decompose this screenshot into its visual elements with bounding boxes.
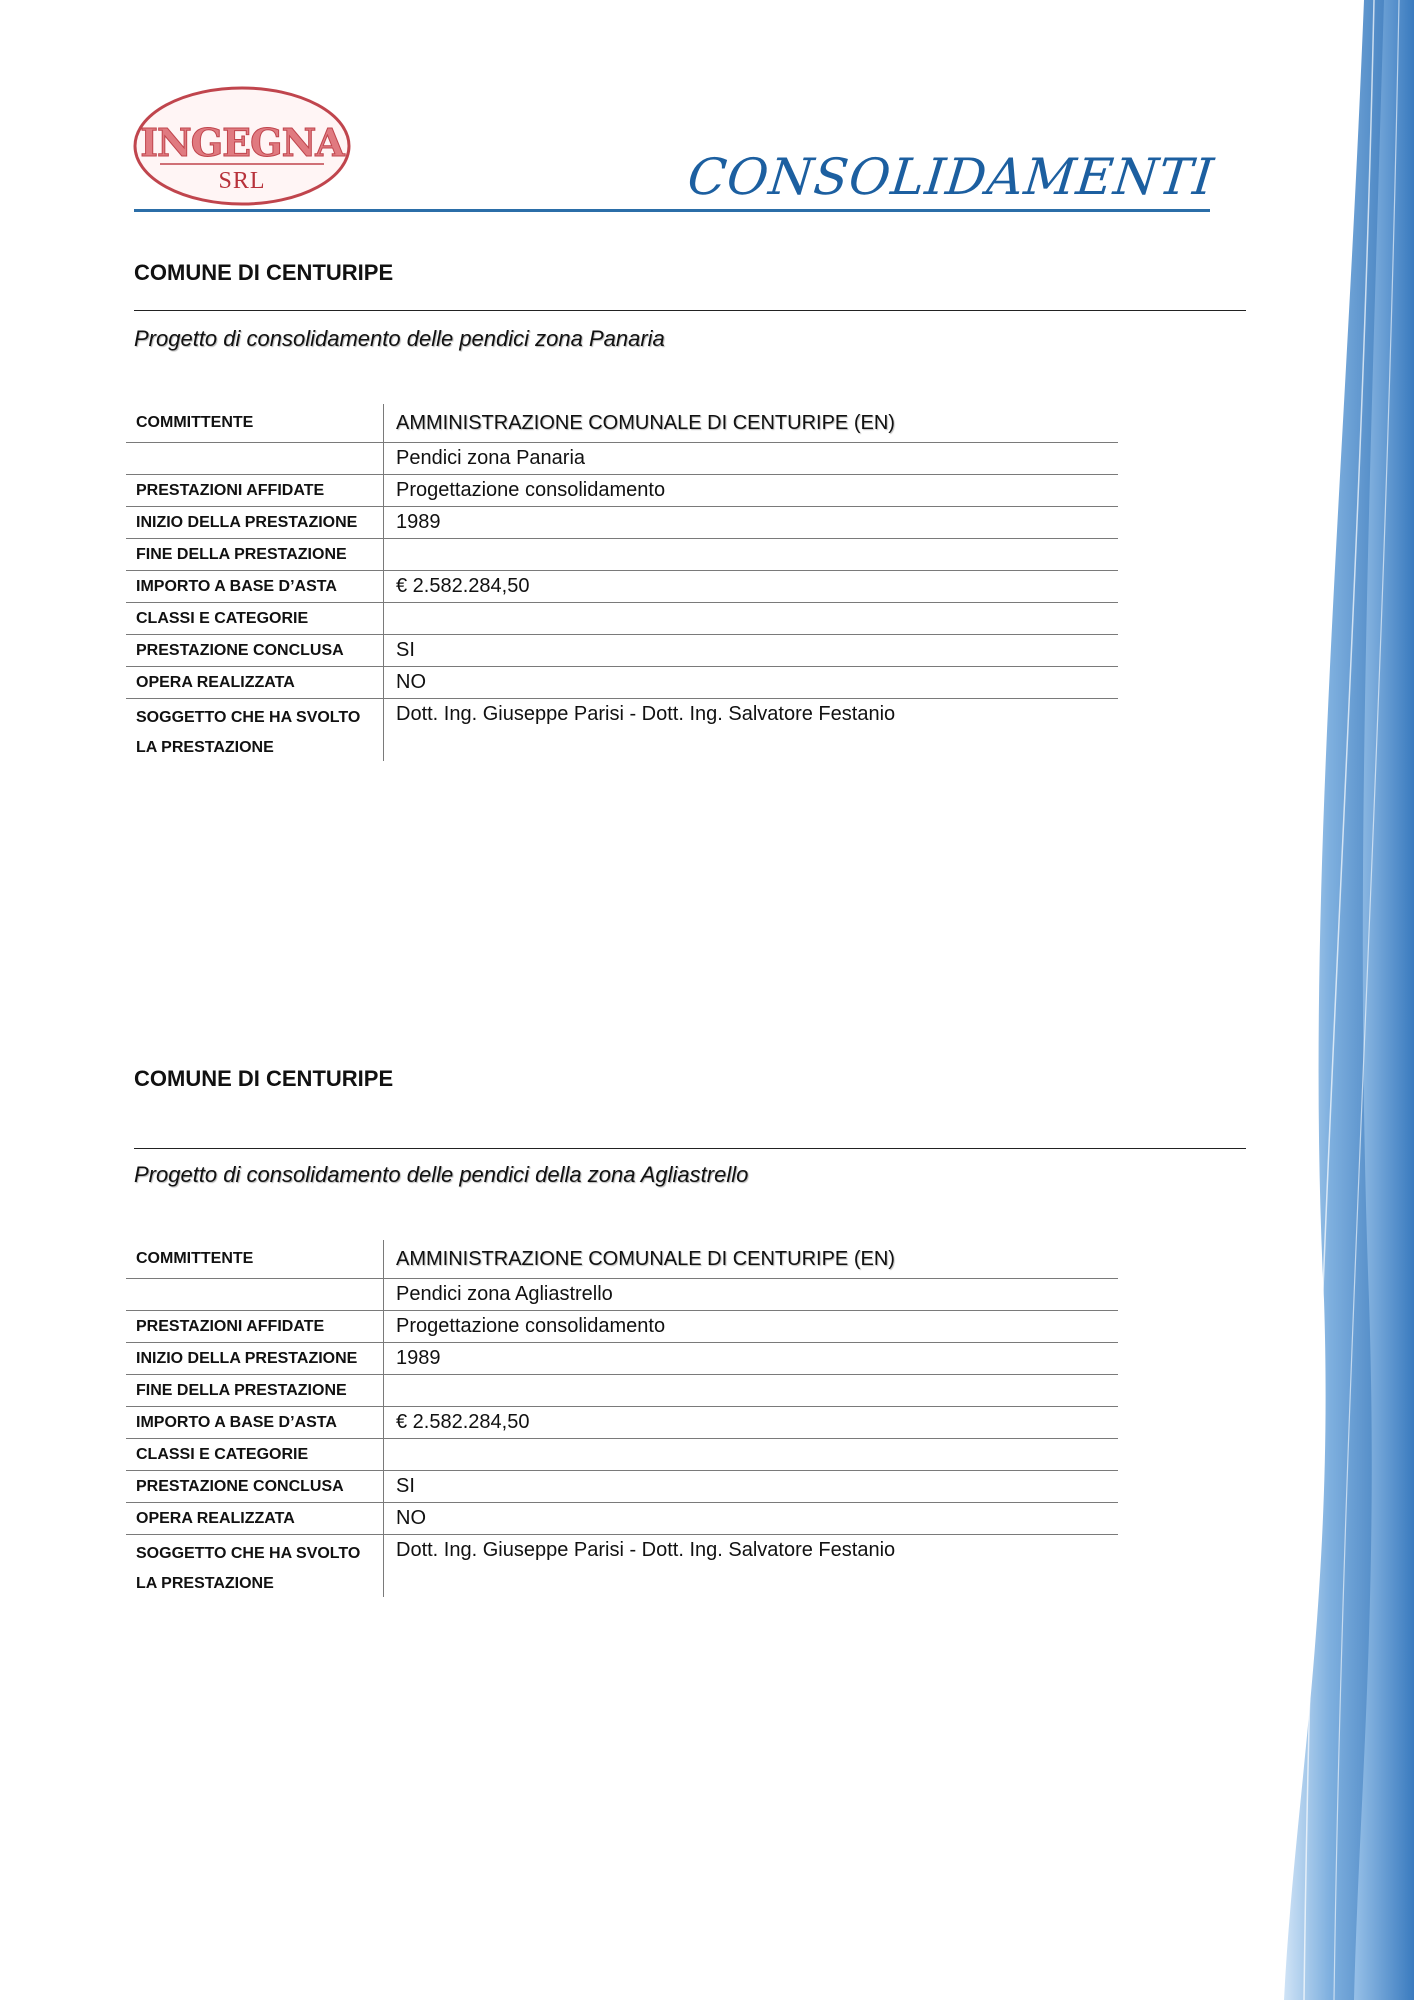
project-title: Progetto di consolidamento delle pendici zona Panaria (134, 326, 665, 351)
row-value: NO (396, 671, 426, 693)
table-row (126, 603, 1118, 635)
row-label: FINE DELLA PRESTAZIONE (126, 539, 384, 570)
header-divider (134, 209, 1210, 212)
table-row (126, 1279, 1118, 1311)
row-label: PRESTAZIONE CONCLUSA (126, 635, 384, 666)
side-band-decoration (1274, 0, 1414, 2000)
table-row (126, 1503, 1118, 1535)
row-label (126, 443, 384, 474)
row-value: NO (396, 1507, 426, 1529)
row-value (384, 1439, 1118, 1470)
row-value: € 2.582.284,50 (396, 575, 530, 597)
section-heading: COMUNE DI CENTURIPE (134, 1066, 394, 1091)
row-value (384, 539, 1118, 570)
row-value: SI (396, 639, 415, 661)
project-table (126, 1240, 1118, 1597)
row-label: COMMITTENTE (126, 1240, 384, 1278)
row-label: PRESTAZIONE CONCLUSA (126, 1471, 384, 1502)
row-label (126, 1279, 384, 1310)
row-label: OPERA REALIZZATA (126, 667, 384, 698)
table-row (126, 404, 1118, 443)
row-value: 1989 (396, 1347, 441, 1369)
table-row (126, 1439, 1118, 1471)
project-table (126, 404, 1118, 761)
company-logo (132, 84, 352, 208)
row-label: FINE DELLA PRESTAZIONE (126, 1375, 384, 1406)
table-row (126, 507, 1118, 539)
project-title: Progetto di consolidamento delle pendici della zona Agliastrello (134, 1162, 749, 1187)
row-label: IMPORTO A BASE D’ASTA (126, 1407, 384, 1438)
table-row (126, 1343, 1118, 1375)
page-title: CONSOLIDAMENTI (684, 148, 1218, 206)
row-value: Pendici zona Agliastrello (396, 1283, 613, 1305)
table-row (126, 475, 1118, 507)
row-value: Dott. Ing. Giuseppe Parisi - Dott. Ing. Salvatore Festanio (396, 703, 896, 725)
table-row (126, 1240, 1118, 1279)
row-label: IMPORTO A BASE D’ASTA (126, 571, 384, 602)
row-value: € 2.582.284,50 (396, 1411, 530, 1433)
row-label: CLASSI E CATEGORIE (126, 603, 384, 634)
table-row (126, 443, 1118, 475)
logo-subtitle: SRL (218, 168, 266, 194)
row-label: INIZIO DELLA PRESTAZIONE (126, 507, 384, 538)
table-row (126, 571, 1118, 603)
row-label: CLASSI E CATEGORIE (126, 1439, 384, 1470)
table-row (126, 1535, 1118, 1597)
row-value: AMMINISTRAZIONE COMUNALE DI CENTURIPE (EN) (396, 411, 895, 434)
row-label: INIZIO DELLA PRESTAZIONE (126, 1343, 384, 1374)
row-value: Progettazione consolidamento (396, 1315, 666, 1337)
row-value: SI (396, 1475, 415, 1497)
table-row (126, 699, 1118, 761)
row-value: AMMINISTRAZIONE COMUNALE DI CENTURIPE (EN) (396, 1247, 895, 1270)
table-row (126, 1311, 1118, 1343)
section-divider (134, 310, 1246, 311)
table-row (126, 1471, 1118, 1503)
row-value: 1989 (396, 511, 441, 533)
row-label: OPERA REALIZZATA (126, 1503, 384, 1534)
row-label: COMMITTENTE (126, 404, 384, 442)
table-row (126, 539, 1118, 571)
row-label: PRESTAZIONI AFFIDATE (126, 475, 384, 506)
table-row (126, 1407, 1118, 1439)
row-value: Progettazione consolidamento (396, 479, 666, 501)
row-value: Pendici zona Panaria (396, 447, 586, 469)
row-value (384, 1375, 1118, 1406)
table-row (126, 1375, 1118, 1407)
table-row (126, 667, 1118, 699)
section-heading: COMUNE DI CENTURIPE (134, 260, 394, 285)
row-value (384, 603, 1118, 634)
row-value: Dott. Ing. Giuseppe Parisi - Dott. Ing. Salvatore Festanio (396, 1539, 896, 1561)
table-row (126, 635, 1118, 667)
row-label: SOGGETTO CHE HA SVOLTO LA PRESTAZIONE (126, 699, 384, 761)
row-label: PRESTAZIONI AFFIDATE (126, 1311, 384, 1342)
section-divider (134, 1148, 1246, 1149)
row-label: SOGGETTO CHE HA SVOLTO LA PRESTAZIONE (126, 1535, 384, 1597)
logo-name: INGEGNA (140, 120, 344, 165)
